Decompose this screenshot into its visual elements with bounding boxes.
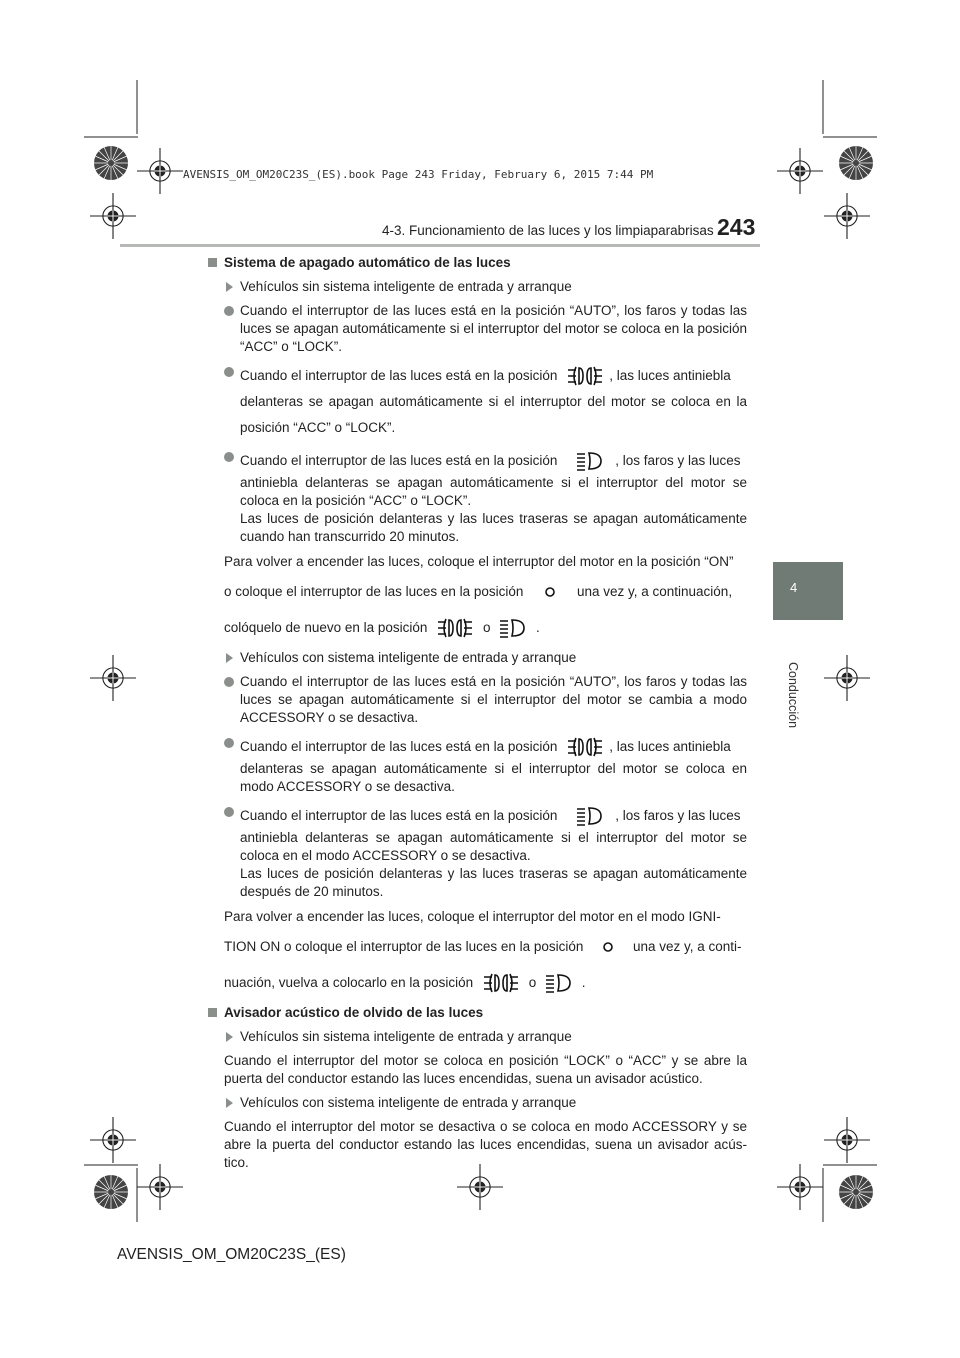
item-text: , las luces antiniebla [609, 368, 731, 383]
headlight-icon [498, 618, 528, 638]
front-fog-light-icon [435, 618, 475, 638]
paragraph-text: TION ON o coloque el interruptor de las luces en la posición [224, 939, 584, 954]
registration-mark-icon [824, 193, 870, 239]
headlight-icon [544, 973, 574, 993]
page-header-title: 4-3. Funcionamiento de las luces y los limpiaparabrisas [382, 223, 714, 238]
subsection-label: Vehículos con sistema inteligente de entrada y arranque [207, 1094, 747, 1112]
registration-mark-icon [137, 148, 183, 194]
paragraph-text: o coloque el interruptor de las luces en la posición [224, 584, 524, 599]
star-target-icon [836, 143, 876, 183]
registration-mark-icon [90, 1117, 136, 1163]
subsection-label: Vehículos sin sistema inteligente de entrada y arranque [207, 1028, 747, 1046]
item-text: delanteras se apagan automáticamente si el interruptor del motor se coloca en modo ACCESSORY o se desactiva. [240, 761, 747, 794]
item-text: Cuando el interruptor de las luces está en la posición “AUTO”, los faros y todas las luces se apagan automáticamente si el interruptor del motor se cambia a modo ACCESSORY o se desactiva. [240, 674, 747, 725]
item-text: antiniebla delanteras se apagan automáticamente si el interruptor del motor se coloca en la posición “ACC” o “LOCK”. [240, 475, 747, 508]
paragraph: Cuando el interruptor del motor se desactiva o se coloca en modo ACCESSORY y se abre la puerta del conductor estando las luces encendidas, suena un avisador acús-tico. [224, 1119, 747, 1170]
paragraph-text: o [528, 975, 537, 990]
headlight-icon [575, 806, 605, 826]
registration-mark-icon [824, 655, 870, 701]
paragraph [207, 968, 747, 998]
subsection-label: Vehículos sin sistema inteligente de entrada y arranque [207, 278, 747, 296]
section-heading: Sistema de apagado automático de las luces [207, 254, 747, 272]
item-text: Las luces de posición delanteras y las luces traseras se apagan automáticamente después de 20 minutos. [240, 866, 747, 899]
star-target-icon [91, 1172, 131, 1212]
paragraph [207, 932, 747, 962]
list-item [207, 302, 747, 356]
registration-mark-icon [90, 655, 136, 701]
header-rule [120, 244, 760, 247]
item-text: Cuando el interruptor de las luces está en la posición “AUTO”, los faros y todas las luces se apagan automáticamente si el interruptor del motor se coloca en la posición “ACC” o “LOCK”. [240, 303, 747, 354]
light-off-icon [601, 940, 615, 954]
list-item [207, 803, 747, 901]
paragraph [207, 613, 747, 643]
paragraph: Cuando el interruptor del motor se coloca en posición “LOCK” o “ACC” y se abre la puerta del conductor estando las luces encendidas, suena un avisador acústico. [224, 1053, 747, 1086]
chapter-tab [773, 562, 843, 620]
item-text: , los faros y las luces [615, 808, 741, 823]
item-text: Cuando el interruptor de las luces está en la posición [240, 453, 558, 468]
item-text: Las luces de posición delanteras y las luces traseras se apagan automáticamente cuando han transcurrido 20 minutos. [240, 511, 747, 544]
paragraph-text: una vez y, a continuación, [576, 584, 733, 599]
front-fog-light-icon [481, 973, 521, 993]
registration-mark-icon [90, 193, 136, 239]
paragraph [207, 577, 747, 607]
paragraph: Para volver a encender las luces, coloque el interruptor del motor en el modo IGNI- [224, 909, 721, 924]
item-text: , los faros y las luces [615, 453, 741, 468]
paragraph-text: nuación, vuelva a colocarlo en la posición [224, 975, 474, 990]
front-fog-light-icon [565, 366, 605, 386]
light-off-icon [543, 585, 557, 599]
subsection-label: Vehículos con sistema inteligente de entrada y arranque [207, 649, 747, 667]
registration-mark-icon [777, 148, 823, 194]
headlight-icon [575, 451, 605, 471]
item-text: , las luces antiniebla [609, 739, 731, 754]
registration-mark-icon [777, 1164, 823, 1210]
item-text: Cuando el interruptor de las luces está en la posición [240, 808, 558, 823]
paragraph-text: . [535, 620, 540, 635]
paragraph-text: una vez y, a conti- [632, 939, 742, 954]
registration-mark-icon [137, 1164, 183, 1210]
item-text: Cuando el interruptor de las luces está en la posición [240, 739, 558, 754]
item-text: delanteras se apagan automáticamente si el interruptor del motor se coloca en la posición “ACC” o “LOCK”. [240, 394, 747, 435]
paragraph-text: . [581, 975, 586, 990]
chapter-label: Conducción [786, 662, 800, 729]
list-item [207, 363, 747, 441]
paragraph-text: colóquelo de nuevo en la posición [224, 620, 428, 635]
main-content [207, 254, 747, 1178]
list-item [207, 734, 747, 796]
paragraph-text: o [482, 620, 491, 635]
front-fog-light-icon [565, 737, 605, 757]
paragraph: Para volver a encender las luces, coloque el interruptor del motor en la posición “ON” [224, 554, 734, 569]
chapter-number: 4 [790, 580, 798, 595]
section-heading: Avisador acústico de olvido de las luces [207, 1004, 747, 1022]
registration-mark-icon [824, 1117, 870, 1163]
item-text: Cuando el interruptor de las luces está en la posición [240, 368, 558, 383]
star-target-icon [836, 1172, 876, 1212]
page-number: 243 [717, 214, 756, 240]
item-text: antiniebla delanteras se apagan automáticamente si el interruptor del motor se coloca en el modo ACCESSORY o se desactiva. [240, 830, 747, 863]
list-item [207, 448, 747, 546]
list-item [207, 673, 747, 727]
star-target-icon [91, 143, 131, 183]
document-code: AVENSIS_OM_OM20C23S_(ES) [117, 1246, 346, 1263]
book-stamp: AVENSIS_OM_OM20C23S_(ES).book Page 243 Friday, February 6, 2015 7:44 PM [183, 168, 654, 181]
